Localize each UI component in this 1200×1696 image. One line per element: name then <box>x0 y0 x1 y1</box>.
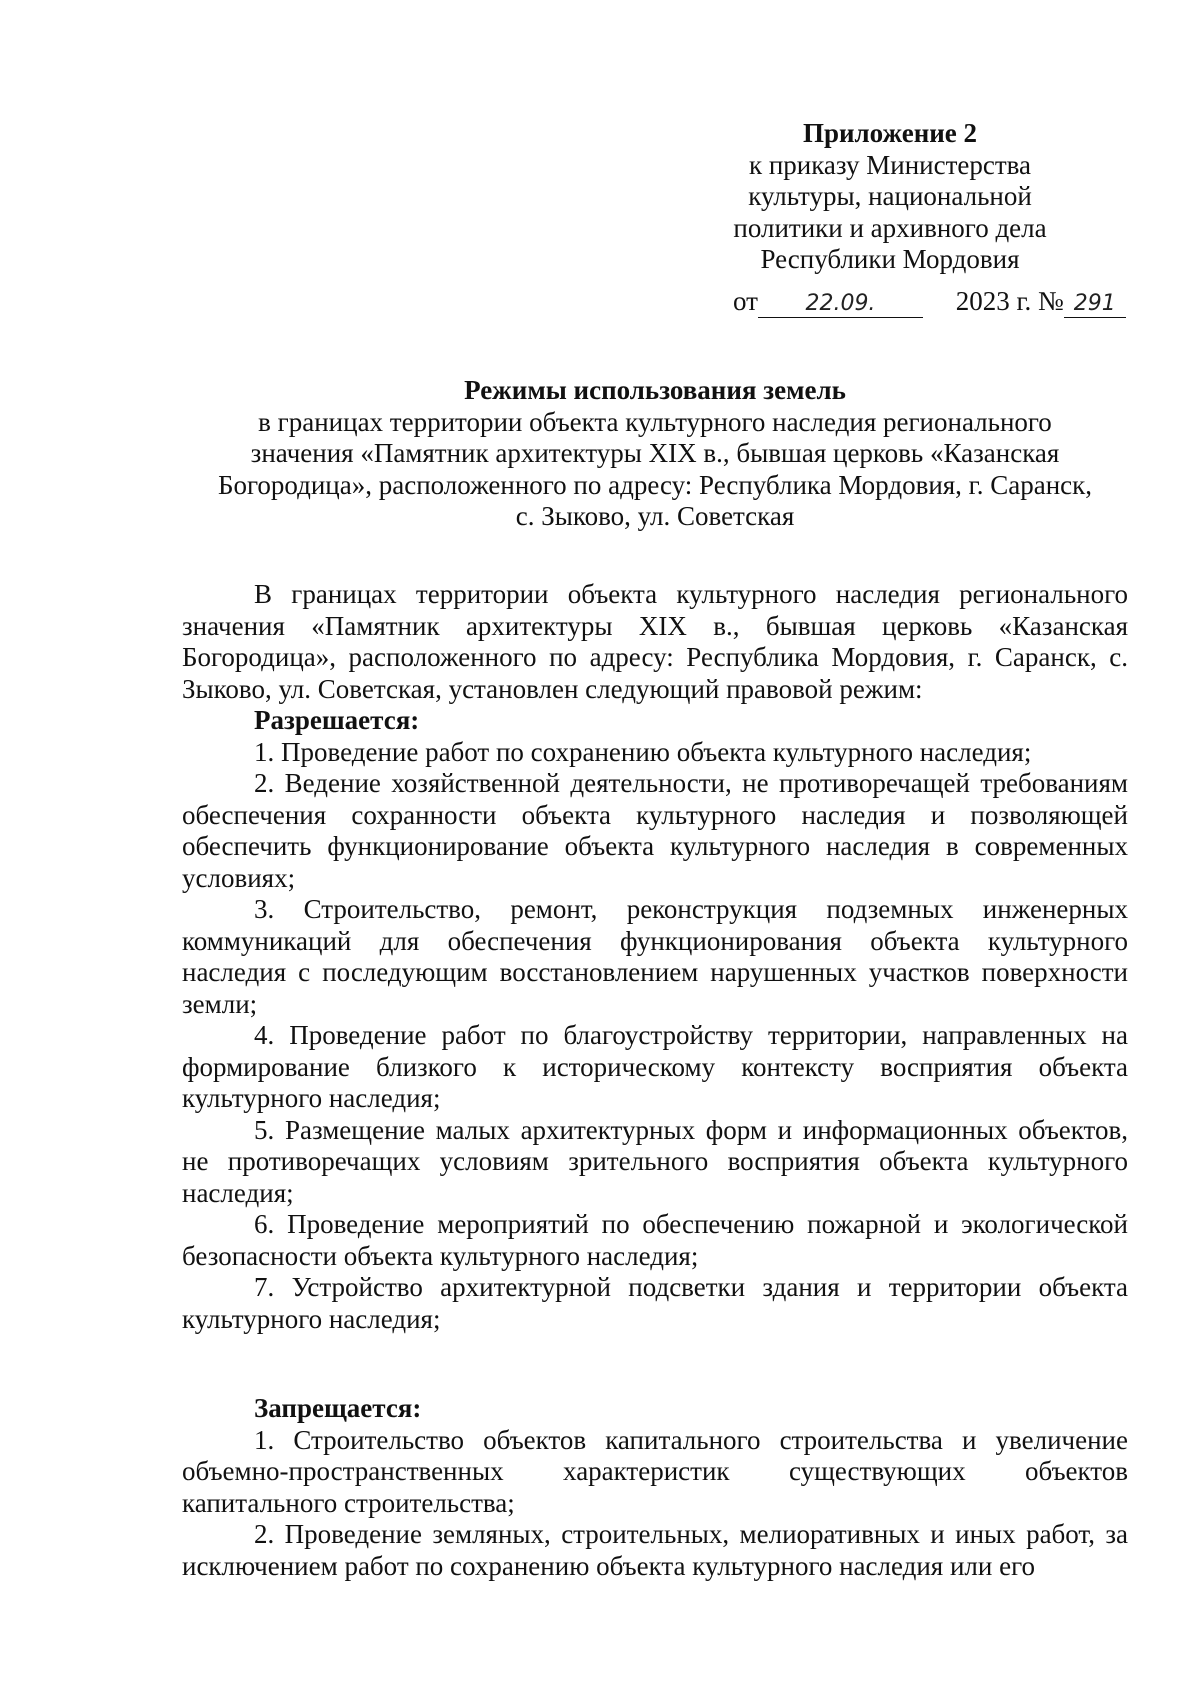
appendix-line: политики и архивного дела <box>733 212 1047 243</box>
order-prefix: от <box>733 286 758 316</box>
order-year: 2023 г. № <box>955 286 1064 316</box>
forbidden-heading: Запрещается: <box>254 1393 422 1423</box>
allowed-heading: Разрешается: <box>254 705 420 735</box>
allowed-item: 3. Строительство, ремонт, реконструкция подземных инженерных коммуникаций для обеспечения функционирования объекта культурного наследия с последующим восстановлением нарушенных участков поверхности земли; <box>182 894 1128 1019</box>
appendix-line: Республики Мордовия <box>760 244 1020 274</box>
title-line: Богородица», расположенного по адресу: Республика Мордовия, г. Саранск, <box>217 469 1092 500</box>
title-line: с. Зыково, ул. Советская <box>515 501 795 531</box>
document-title <box>180 375 1130 533</box>
intro-paragraph: В границах территории объекта культурного наследия регионального значения «Памятник архитектуры XIX в., бывшая церковь «Казанская Богородица», расположенного по адресу: Республика Мордовия, г. Саранск, с. Зыково, ул. Советская, установлен следующий правовой режим: <box>182 579 1128 704</box>
allowed-item: 2. Ведение хозяйственной деятельности, не противоречащей требованиям обеспечения сохранности объекта культурного наследия и позволяющей обеспечить функционирование объекта культурного наследия в современных условиях; <box>182 768 1128 893</box>
title-line: значения «Памятник архитектуры XIX в., бывшая церковь «Казанская <box>250 438 1060 468</box>
order-date-number <box>733 286 1126 318</box>
order-number-handwritten: 291 <box>1073 291 1116 316</box>
allowed-item: 1. Проведение работ по сохранению объекта культурного наследия; <box>254 736 1032 767</box>
title-line: в границах территории объекта культурного наследия регионального <box>258 406 1052 437</box>
order-number-blank <box>1064 286 1126 318</box>
appendix-header <box>690 118 1090 276</box>
order-date-blank <box>758 286 923 318</box>
allowed-item: 4. Проведение работ по благоустройству территории, направленных на формирование близкого к историческому контексту восприятия объекта культурного наследия; <box>182 1020 1128 1113</box>
section-gap <box>182 1335 1128 1393</box>
allowed-item: 7. Устройство архитектурной подсветки здания и территории объекта культурного наследия; <box>182 1272 1128 1334</box>
order-date-handwritten: 22.09. <box>805 291 876 316</box>
appendix-line: к приказу Министерства <box>748 149 1032 180</box>
allowed-item: 5. Размещение малых архитектурных форм и информационных объектов, не противоречащих условиям зрительного восприятия объекта культурного наследия; <box>182 1114 1128 1208</box>
appendix-title: Приложение 2 <box>802 118 978 148</box>
forbidden-item: 1. Строительство объектов капитального строительства и увеличение объемно-пространственных характеристик существующих объектов капитального строительства; <box>182 1424 1128 1518</box>
allowed-item: 6. Проведение мероприятий по обеспечению пожарной и экологической безопасности объекта культурного наследия; <box>182 1209 1128 1271</box>
title-heading: Режимы использования земель <box>464 375 846 405</box>
document-body <box>182 579 1128 1582</box>
forbidden-item: 2. Проведение земляных, строительных, мелиоративных и иных работ, за исключением работ по сохранению объекта культурного наследия или его <box>182 1519 1128 1581</box>
appendix-line: культуры, национальной <box>748 181 1032 211</box>
